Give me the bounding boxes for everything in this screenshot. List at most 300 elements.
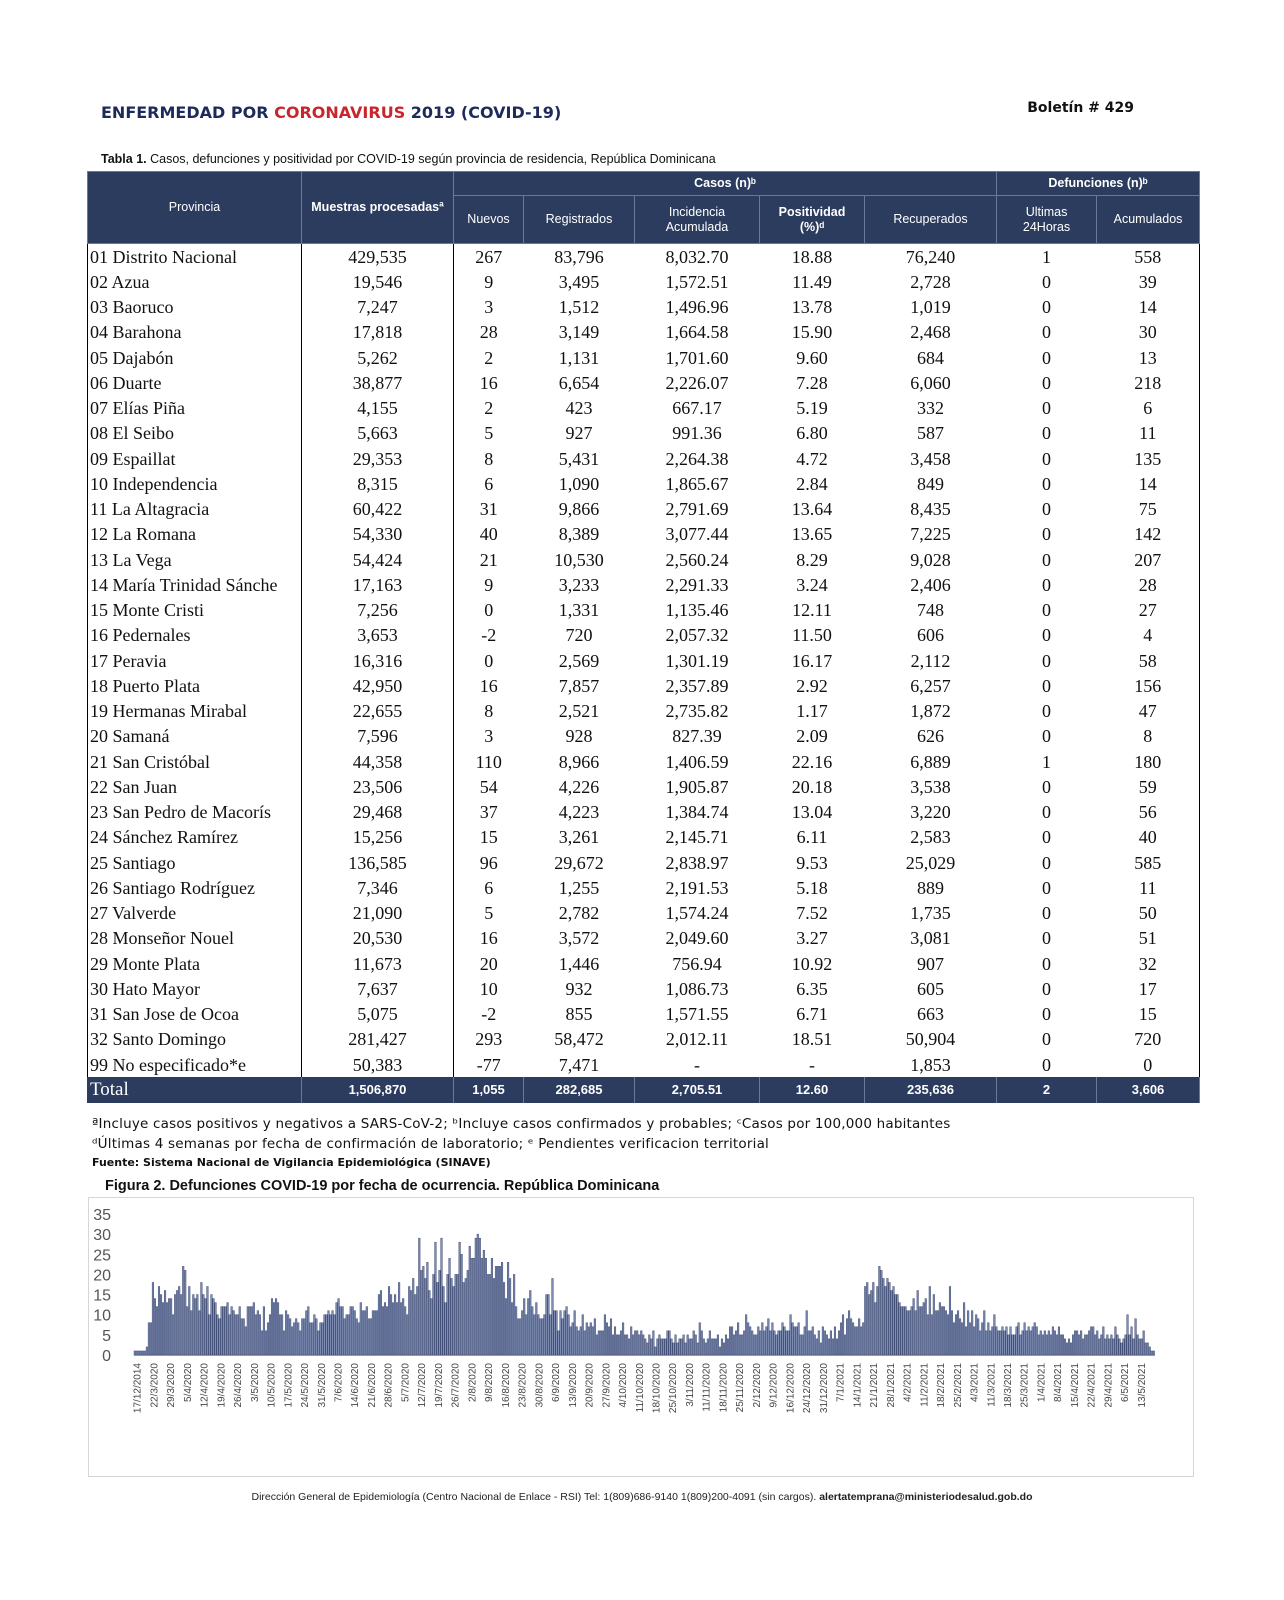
cell-nuevos: 5 xyxy=(484,423,494,444)
cell-incidencia: 1,701.60 xyxy=(665,347,729,368)
bar xyxy=(953,1323,955,1355)
bar xyxy=(899,1303,901,1355)
cell-incidencia: 2,291.33 xyxy=(665,574,729,595)
bar xyxy=(322,1323,324,1355)
cell-registrados: 9,866 xyxy=(558,499,600,520)
cell-muestras: 22,655 xyxy=(302,699,454,724)
cell-registrados: 2,521 xyxy=(558,701,600,722)
bar xyxy=(1052,1327,1054,1355)
bar xyxy=(701,1331,703,1355)
cell-incidencia: 2,226.07 xyxy=(665,372,729,393)
bar xyxy=(273,1303,275,1355)
x-tick-label: 6/5/2021 xyxy=(1120,1363,1132,1402)
note-line-1: ªIncluye casos positivos y negativos a SARS-CoV-2; ᵇIncluye casos confirmados y probables; ᶜCasos por 100,000 habitantes xyxy=(92,1116,951,1132)
bar xyxy=(917,1291,919,1355)
cell-recuperados: 3,458 xyxy=(910,448,951,469)
bar xyxy=(281,1315,283,1355)
cell-nuevos: 21 xyxy=(479,549,498,570)
x-tick-label: 31/12/2020 xyxy=(818,1363,830,1414)
cell-incidencia: 2,264.38 xyxy=(665,448,729,469)
bar xyxy=(471,1258,473,1355)
bar xyxy=(1068,1339,1070,1355)
bar xyxy=(489,1274,491,1355)
bar xyxy=(344,1319,346,1355)
cell-registrados: 3,261 xyxy=(558,827,600,848)
bar xyxy=(138,1351,140,1355)
bar xyxy=(1080,1331,1082,1355)
bar xyxy=(283,1331,285,1355)
bar xyxy=(719,1347,721,1355)
bar xyxy=(1117,1335,1119,1355)
x-tick-label: 8/4/2021 xyxy=(1053,1363,1065,1402)
cell-recuperados: 6,060 xyxy=(910,372,951,393)
bar xyxy=(967,1311,969,1355)
bar xyxy=(277,1303,279,1355)
x-tick-label: 10/5/2020 xyxy=(266,1363,278,1408)
bar xyxy=(550,1315,552,1355)
cell-incidencia: 2,057.32 xyxy=(665,625,729,646)
bar xyxy=(291,1327,293,1355)
bar xyxy=(1012,1335,1014,1355)
bar xyxy=(392,1303,394,1355)
x-tick-label: 19/4/2020 xyxy=(216,1363,228,1408)
bar xyxy=(324,1315,326,1355)
cell-incidencia: 1,571.55 xyxy=(665,1004,729,1025)
bar xyxy=(622,1323,624,1355)
table-row xyxy=(88,724,1200,749)
cell-positividad: 7.52 xyxy=(796,903,828,924)
cell-provincia: 31 San Jose de Ocoa xyxy=(88,1002,302,1027)
bar xyxy=(804,1327,806,1355)
cell-positividad: 11.49 xyxy=(792,271,832,292)
bar xyxy=(653,1331,655,1355)
cell-muestras: 17,818 xyxy=(302,320,454,345)
col-recuperados: Recuperados xyxy=(865,196,997,244)
bar xyxy=(580,1327,582,1355)
bar xyxy=(836,1339,838,1355)
bar xyxy=(721,1339,723,1355)
bar xyxy=(1103,1327,1105,1355)
cell-muestras: 29,468 xyxy=(302,800,454,825)
bar xyxy=(975,1315,977,1355)
bar xyxy=(548,1295,550,1355)
bar xyxy=(402,1299,404,1355)
cell-positividad: 9.60 xyxy=(796,347,828,368)
cell-ultimas: 0 xyxy=(1042,903,1052,924)
cell-positividad: 9.53 xyxy=(796,852,828,873)
bar xyxy=(1032,1327,1034,1355)
bar xyxy=(822,1327,824,1355)
cell-incidencia: 1,135.46 xyxy=(665,600,729,621)
bar xyxy=(320,1323,322,1355)
bar xyxy=(1143,1331,1145,1355)
bar xyxy=(1062,1335,1064,1355)
cell-acumulados: 51 xyxy=(1097,926,1200,951)
bar xyxy=(140,1351,142,1355)
bar xyxy=(233,1311,235,1355)
bar xyxy=(544,1315,546,1355)
bar xyxy=(491,1258,493,1355)
cell-ultimas: 0 xyxy=(1042,726,1052,747)
bar xyxy=(796,1327,798,1355)
bar xyxy=(493,1278,495,1355)
bar xyxy=(578,1331,580,1355)
x-tick-label: 31/5/2020 xyxy=(316,1363,328,1408)
cell-provincia: 21 San Cristóbal xyxy=(88,749,302,774)
bar xyxy=(693,1331,695,1355)
bar xyxy=(229,1315,231,1355)
bar xyxy=(856,1327,858,1355)
bar xyxy=(990,1331,992,1355)
x-tick-label: 11/3/2021 xyxy=(986,1363,998,1407)
bar xyxy=(673,1343,675,1355)
bulletin-number: Boletín # 429 xyxy=(1027,100,1134,116)
bar xyxy=(312,1323,314,1355)
bar xyxy=(380,1291,382,1355)
bar xyxy=(640,1331,642,1355)
bar xyxy=(481,1258,483,1355)
bar xyxy=(207,1287,209,1355)
table-row xyxy=(88,547,1200,572)
bar xyxy=(715,1339,717,1355)
cell-ultimas: 0 xyxy=(1042,650,1052,671)
cell-positividad: 3.27 xyxy=(796,928,828,949)
bar xyxy=(634,1331,636,1355)
bar xyxy=(681,1339,683,1355)
cell-positividad: 6.35 xyxy=(796,978,828,999)
total-provincia: Total xyxy=(88,1077,302,1103)
cell-positividad: 13.78 xyxy=(791,297,833,318)
cell-muestras: 60,422 xyxy=(302,497,454,522)
cell-nuevos: 10 xyxy=(479,978,498,999)
bar xyxy=(820,1343,822,1355)
cell-provincia: 07 Elías Piña xyxy=(88,396,302,421)
total-muestras: 1,506,870 xyxy=(302,1077,454,1103)
cell-acumulados: 135 xyxy=(1097,446,1200,471)
bar xyxy=(996,1327,998,1355)
bar xyxy=(802,1335,804,1355)
bar xyxy=(521,1311,523,1355)
cell-incidencia: 827.39 xyxy=(672,726,722,747)
bar xyxy=(618,1335,620,1355)
cell-provincia: 03 Baoruco xyxy=(88,295,302,320)
bar xyxy=(826,1335,828,1355)
bar xyxy=(816,1339,818,1355)
bar xyxy=(1004,1331,1006,1355)
cell-ultimas: 0 xyxy=(1042,524,1052,545)
bar xyxy=(257,1311,259,1355)
cell-positividad: 5.18 xyxy=(796,877,828,898)
bar xyxy=(388,1287,390,1355)
cell-muestras: 44,358 xyxy=(302,749,454,774)
cell-ultimas: 0 xyxy=(1042,953,1052,974)
cell-nuevos: 16 xyxy=(479,675,498,696)
bar xyxy=(784,1327,786,1355)
table-row xyxy=(88,320,1200,345)
cell-positividad: 6.71 xyxy=(796,1004,828,1025)
bar xyxy=(679,1339,681,1355)
bar xyxy=(858,1319,860,1355)
bar xyxy=(566,1307,568,1355)
bar xyxy=(295,1319,297,1355)
cell-incidencia: 2,838.97 xyxy=(665,852,729,873)
cell-positividad: 3.24 xyxy=(796,574,828,595)
bar xyxy=(382,1307,384,1355)
bar xyxy=(1115,1327,1117,1355)
cell-recuperados: 9,028 xyxy=(910,549,951,570)
bar xyxy=(852,1323,854,1355)
bar xyxy=(1074,1331,1076,1355)
table-row xyxy=(88,976,1200,1001)
x-tick-label: 9/12/2020 xyxy=(768,1363,780,1408)
cell-nuevos: 40 xyxy=(479,524,498,545)
col-muestras: Muestras procesadasª xyxy=(302,172,454,244)
bar xyxy=(374,1311,376,1355)
bar xyxy=(925,1299,927,1355)
bar xyxy=(907,1311,909,1355)
bar xyxy=(669,1331,671,1355)
bar xyxy=(314,1315,316,1355)
x-tick-label: 11/10/2020 xyxy=(634,1363,646,1413)
table-row xyxy=(88,446,1200,471)
bar xyxy=(854,1327,856,1355)
bar xyxy=(376,1311,378,1355)
cell-incidencia: 2,049.60 xyxy=(665,928,729,949)
bar xyxy=(205,1299,207,1355)
bar xyxy=(994,1315,996,1355)
cell-provincia: 05 Dajabón xyxy=(88,345,302,370)
x-tick-label: 28/6/2020 xyxy=(383,1363,395,1408)
bar xyxy=(695,1335,697,1355)
cell-ultimas: 0 xyxy=(1042,852,1052,873)
bar xyxy=(215,1303,217,1355)
bar xyxy=(1086,1335,1088,1355)
bar xyxy=(1072,1335,1074,1355)
table-row xyxy=(88,1002,1200,1027)
bar xyxy=(901,1307,903,1355)
bar xyxy=(199,1311,201,1355)
x-tick-label: 19/7/2020 xyxy=(433,1363,445,1408)
cell-recuperados: 3,220 xyxy=(910,802,951,823)
cell-acumulados: 50 xyxy=(1097,901,1200,926)
bar xyxy=(223,1307,225,1355)
bar xyxy=(501,1262,503,1355)
bar xyxy=(943,1307,945,1355)
col-acumulados: Acumulados xyxy=(1097,196,1200,244)
bar xyxy=(933,1295,935,1355)
bar xyxy=(764,1331,766,1355)
cell-nuevos: 16 xyxy=(479,928,498,949)
bar xyxy=(610,1319,612,1355)
bar xyxy=(336,1303,338,1355)
cell-acumulados: 8 xyxy=(1097,724,1200,749)
bar xyxy=(927,1315,929,1355)
x-tick-label: 1/4/2021 xyxy=(1036,1363,1048,1402)
table-row xyxy=(88,269,1200,294)
bar xyxy=(1147,1343,1149,1355)
bar xyxy=(850,1319,852,1355)
x-tick-label: 22/3/2020 xyxy=(149,1363,161,1408)
bar xyxy=(536,1303,538,1355)
cell-positividad: 13.04 xyxy=(791,802,833,823)
bar xyxy=(998,1331,1000,1355)
bar xyxy=(499,1266,501,1355)
bar xyxy=(979,1331,981,1355)
x-tick-label: 25/3/2021 xyxy=(1019,1363,1031,1408)
cell-incidencia: 1,905.87 xyxy=(665,776,729,797)
bar xyxy=(848,1311,850,1355)
bar xyxy=(614,1327,616,1355)
bar xyxy=(414,1295,416,1355)
bar xyxy=(459,1242,461,1355)
cell-provincia: 16 Pedernales xyxy=(88,623,302,648)
bar xyxy=(630,1327,632,1355)
bar xyxy=(1042,1335,1044,1355)
bar xyxy=(364,1311,366,1355)
bar xyxy=(893,1287,895,1355)
x-tick-label: 28/1/2021 xyxy=(885,1363,897,1408)
cell-registrados: 720 xyxy=(565,625,593,646)
bar xyxy=(142,1351,144,1355)
cell-provincia: 29 Monte Plata xyxy=(88,951,302,976)
bar xyxy=(903,1307,905,1355)
cell-nuevos: 6 xyxy=(484,877,494,898)
bar xyxy=(354,1311,356,1355)
bar xyxy=(429,1291,431,1355)
bar xyxy=(148,1323,150,1355)
bar xyxy=(612,1335,614,1355)
table-row xyxy=(88,244,1200,270)
table-row xyxy=(88,749,1200,774)
cell-registrados: 8,389 xyxy=(558,524,600,545)
cell-recuperados: 76,240 xyxy=(905,246,956,267)
bar xyxy=(193,1295,195,1355)
cell-acumulados: 4 xyxy=(1097,623,1200,648)
bar xyxy=(243,1319,245,1355)
cell-provincia: 17 Peravia xyxy=(88,648,302,673)
total-ultimas: 2 xyxy=(997,1077,1097,1103)
bar xyxy=(166,1303,168,1355)
bar xyxy=(1070,1343,1072,1355)
bar xyxy=(360,1303,362,1355)
bar xyxy=(844,1335,846,1355)
cell-nuevos: -2 xyxy=(481,625,497,646)
bar xyxy=(370,1319,372,1355)
bar xyxy=(713,1339,715,1355)
cell-positividad: 10.92 xyxy=(791,953,833,974)
total-nuevos: 1,055 xyxy=(454,1077,524,1103)
x-tick-label: 24/12/2020 xyxy=(802,1363,814,1414)
cell-nuevos: 3 xyxy=(484,297,494,318)
bar xyxy=(352,1307,354,1355)
cell-recuperados: 1,872 xyxy=(910,701,951,722)
cell-acumulados: 47 xyxy=(1097,699,1200,724)
bar xyxy=(921,1307,923,1355)
bar xyxy=(657,1339,659,1355)
cell-positividad: 15.90 xyxy=(791,322,833,343)
bar xyxy=(445,1303,447,1355)
bar xyxy=(219,1319,221,1355)
total-positividad: 12.60 xyxy=(760,1077,865,1103)
bar xyxy=(889,1282,891,1355)
y-tick-label: 10 xyxy=(93,1307,111,1325)
bar xyxy=(753,1335,755,1355)
cell-positividad: 7.28 xyxy=(796,372,828,393)
bar xyxy=(1058,1327,1060,1355)
bar xyxy=(873,1282,875,1355)
bar xyxy=(677,1343,679,1355)
cell-nuevos: 96 xyxy=(479,852,498,873)
bar xyxy=(505,1299,507,1355)
bar xyxy=(221,1307,223,1355)
cell-acumulados: 58 xyxy=(1097,648,1200,673)
bar xyxy=(798,1323,800,1355)
table-row xyxy=(88,951,1200,976)
x-tick-label: 14/6/2020 xyxy=(350,1363,362,1408)
table-row xyxy=(88,572,1200,597)
bar xyxy=(534,1315,536,1355)
bar xyxy=(519,1319,521,1355)
cell-provincia: 27 Valverde xyxy=(88,901,302,926)
bar xyxy=(1014,1335,1016,1355)
x-tick-label: 30/8/2020 xyxy=(534,1363,546,1408)
bar xyxy=(517,1319,519,1355)
bar xyxy=(342,1307,344,1355)
bar xyxy=(308,1307,310,1355)
bar xyxy=(188,1287,190,1355)
cell-ultimas: 0 xyxy=(1042,322,1052,343)
table-row xyxy=(88,522,1200,547)
bar xyxy=(864,1287,866,1355)
x-tick-label: 29/4/2021 xyxy=(1103,1363,1115,1408)
table-row xyxy=(88,345,1200,370)
cell-incidencia: 1,384.74 xyxy=(665,802,729,823)
cell-acumulados: 585 xyxy=(1097,850,1200,875)
bar xyxy=(197,1295,199,1355)
cell-registrados: 7,857 xyxy=(558,675,600,696)
bar xyxy=(794,1327,796,1355)
x-tick-label: 21/1/2021 xyxy=(869,1363,881,1408)
bar xyxy=(584,1331,586,1355)
bar xyxy=(897,1295,899,1355)
cell-acumulados: 720 xyxy=(1097,1027,1200,1052)
bar xyxy=(1066,1343,1068,1355)
bar xyxy=(560,1311,562,1355)
bar xyxy=(271,1299,273,1355)
bar xyxy=(529,1291,531,1355)
bar xyxy=(729,1327,731,1355)
cell-incidencia: - xyxy=(694,1054,700,1075)
bar xyxy=(231,1307,233,1355)
bar xyxy=(628,1339,630,1355)
cell-muestras: 42,950 xyxy=(302,673,454,698)
y-tick-label: 20 xyxy=(93,1267,111,1285)
bar xyxy=(245,1327,247,1355)
cell-provincia: 22 San Juan xyxy=(88,774,302,799)
bar xyxy=(699,1323,701,1355)
bar xyxy=(1127,1315,1129,1355)
bar xyxy=(883,1278,885,1355)
bar xyxy=(425,1278,427,1355)
cell-acumulados: 156 xyxy=(1097,673,1200,698)
bar xyxy=(180,1295,182,1355)
bar xyxy=(156,1307,158,1355)
bar xyxy=(306,1311,308,1355)
total-acumulados: 3,606 xyxy=(1097,1077,1200,1103)
bar xyxy=(655,1347,657,1355)
bar xyxy=(1101,1335,1103,1355)
bar xyxy=(1099,1339,1101,1355)
